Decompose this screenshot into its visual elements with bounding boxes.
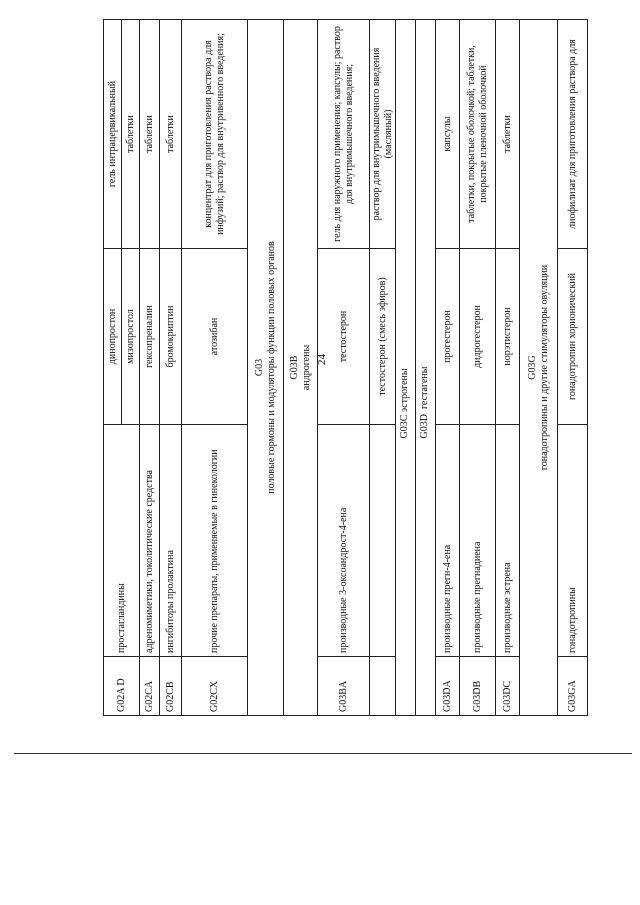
section-row: [520, 20, 558, 716]
section-heading-cell: [416, 425, 436, 716]
drug-table: [103, 19, 588, 716]
group-name: ингибиторы пролактина: [160, 425, 182, 657]
drug-name: динопростон: [104, 249, 122, 424]
dosage-form: таблетки, покрытые оболочкой; таблетки, покрытые пленочной оболочкой: [460, 20, 496, 249]
section-heading: [396, 20, 416, 439]
section-code: G03B: [289, 355, 300, 380]
atc-code: G02A D: [104, 657, 140, 716]
table-row: [160, 20, 182, 716]
drug-name: бромокриптин: [160, 249, 182, 425]
drug-name: гонадотропин хорионический: [558, 249, 588, 425]
dosage-form: концентрат для приготовления раствора для инфузий; раствор для внутривенного введения;: [182, 20, 248, 249]
table-row: [558, 20, 588, 716]
dosage-form-cell: [104, 20, 140, 249]
table-row: [140, 20, 160, 716]
atc-code: [370, 657, 396, 716]
dosage-form: раствор для внутримышечного введения (масляный): [370, 20, 396, 249]
section-title: андрогены: [300, 344, 312, 391]
section-code: G03D: [419, 414, 430, 439]
group-name: [370, 425, 396, 657]
table-row: [318, 20, 370, 716]
atc-code: G03DC: [496, 657, 520, 716]
section-heading: [248, 20, 284, 716]
dosage-form: гель для наружного применения; капсулы; раствор для внутримышечного введения;: [318, 20, 370, 249]
rotated-table-wrapper: [103, 19, 583, 716]
dosage-form: таблетки: [160, 20, 182, 249]
atc-code: G03GA: [558, 657, 588, 716]
section-row: [416, 20, 436, 716]
drug-name: атозибан: [182, 249, 248, 425]
page-separator-line: [14, 753, 632, 754]
group-name: простагландины: [104, 425, 140, 657]
group-name: производные эстрена: [496, 425, 520, 657]
table-row: [436, 20, 460, 716]
dosage-form: лиофилизат для приготовления раствора для: [558, 20, 588, 249]
drug-name: тестостерон: [318, 249, 370, 425]
table-row: [496, 20, 520, 716]
section-title: гонадотропины и другие стимуляторы овуляции: [538, 264, 550, 471]
table-row: [104, 20, 140, 716]
section-title: гестагены: [419, 366, 430, 410]
page-number: 24: [316, 354, 328, 365]
drug-name: гексопреналин: [140, 249, 160, 425]
dosage-form: таблетки: [496, 20, 520, 249]
dosage-form: капсулы: [436, 20, 460, 249]
drug-name: норэтистерон: [496, 249, 520, 425]
dosage-form: таблетки: [140, 20, 160, 249]
table-row: [370, 20, 396, 716]
drug-name-cell: [104, 249, 140, 425]
drug-name: мизопростол: [125, 309, 136, 364]
section-code: G03: [254, 358, 265, 377]
drug-name: прогестерон: [436, 249, 460, 425]
section-row: [396, 20, 416, 716]
table-row: [182, 20, 248, 716]
group-name: адреномиметики, токолитические средства: [140, 425, 160, 657]
dosage-form: гель интрацервикальный: [104, 20, 122, 248]
dosage-form: таблетки: [125, 115, 136, 153]
section-code: G03C: [399, 414, 410, 439]
section-heading: [520, 20, 558, 716]
atc-code: G03DA: [436, 657, 460, 716]
atc-code: G03DB: [460, 657, 496, 716]
group-name: производные прегн-4-ена: [436, 425, 460, 657]
drug-name: дидрогестерон: [460, 249, 496, 425]
group-name: производные прегнадиена: [460, 425, 496, 657]
atc-code: G02CB: [160, 657, 182, 716]
drug-name: тестостерон (смесь эфиров): [370, 249, 396, 425]
section-row: [248, 20, 284, 716]
section-heading-cell: [396, 425, 416, 716]
atc-code: G02CX: [182, 657, 248, 716]
section-heading: [416, 20, 436, 439]
section-code: G03G: [527, 355, 538, 380]
table-row: [460, 20, 496, 716]
section-title: эстрогены: [399, 368, 410, 413]
section-row: [284, 20, 318, 716]
group-name: прочие препараты, применяемые в гинекологии: [182, 425, 248, 657]
section-heading: [284, 20, 318, 716]
atc-code: G02CA: [140, 657, 160, 716]
group-name: гонадотропины: [558, 425, 588, 657]
group-name: производные 3-оксоандрост-4-ена: [318, 425, 370, 657]
atc-code: G03BA: [318, 657, 370, 716]
section-title: половые гормоны и модуляторы функции половых органов: [265, 241, 277, 494]
